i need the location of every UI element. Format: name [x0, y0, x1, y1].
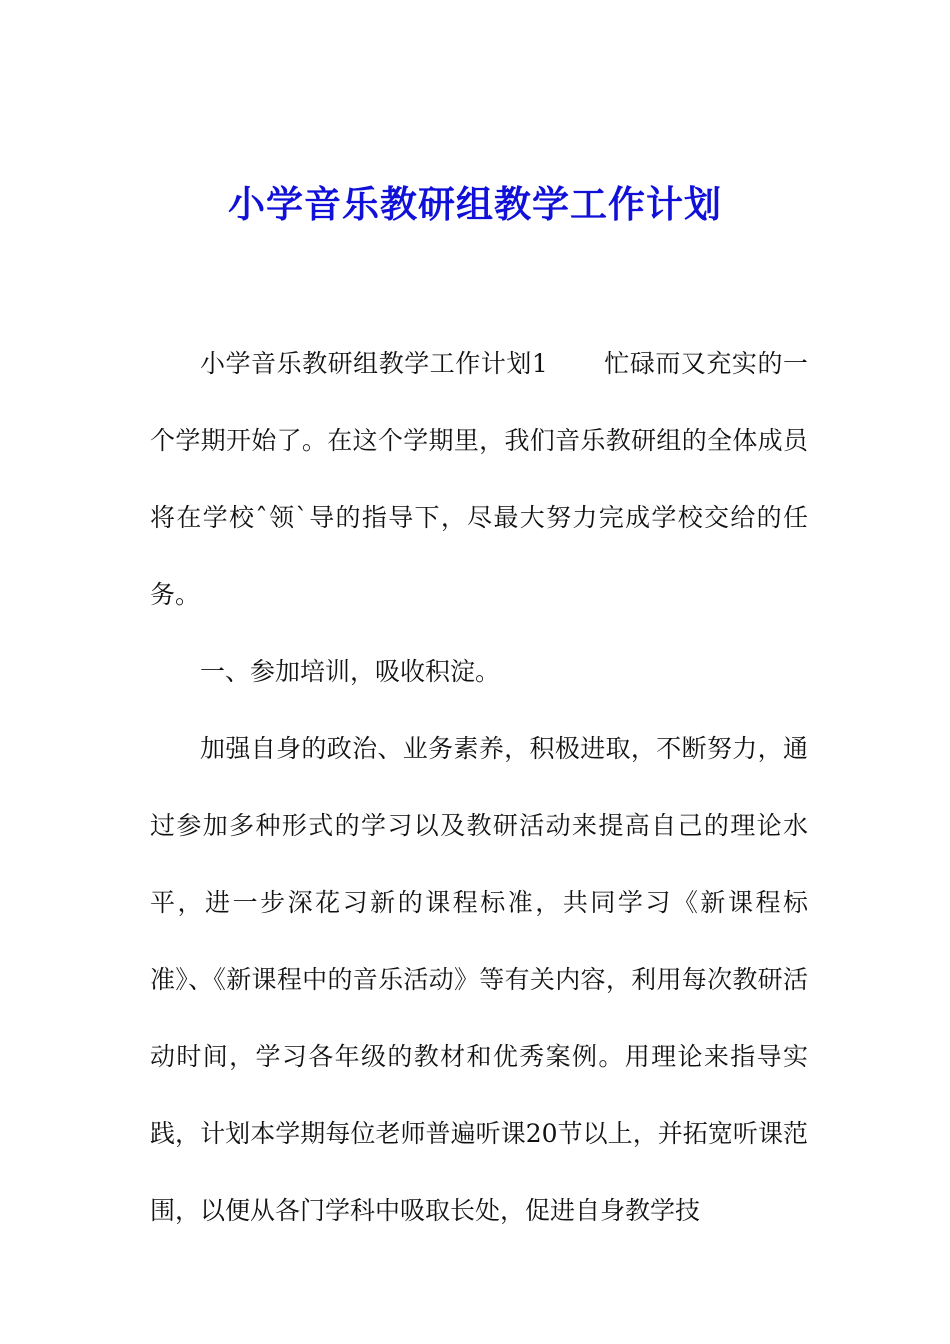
paragraph-intro [150, 325, 808, 633]
document-title: 小学音乐教研组教学工作计划 [228, 182, 722, 226]
paragraph-training: 加强自身的政治、业务素养，积极进取，不断努力，通过参加多种形式的学习以及教研活动来提高自己的理论水平，进一步深花习新的课程标准，共同学习《新课程标准》、《新课程中的音乐活动》等有关内容，利用每次教研活动时间，学习各年级的教材和优秀案例。用理论来指导实践，计划本学期每位老师普遍听课20节以上，并拓宽听课范围，以便从各门学科中吸取长处，促进自身教学技 [150, 734, 808, 1225]
paragraph-intro-text: 忙碌而又充实的一个学期开始了。在这个学期里，我们音乐教研组的全体成员将在学校ˆ领ˋ导的指导下，尽最大努力完成学校交给的任务。 [150, 349, 808, 609]
plan-heading: 小学音乐教研组教学工作计划1 [200, 349, 548, 378]
document-body [150, 325, 808, 1249]
section-heading-training: 一、参加培训，吸收积淀。 [200, 657, 501, 686]
